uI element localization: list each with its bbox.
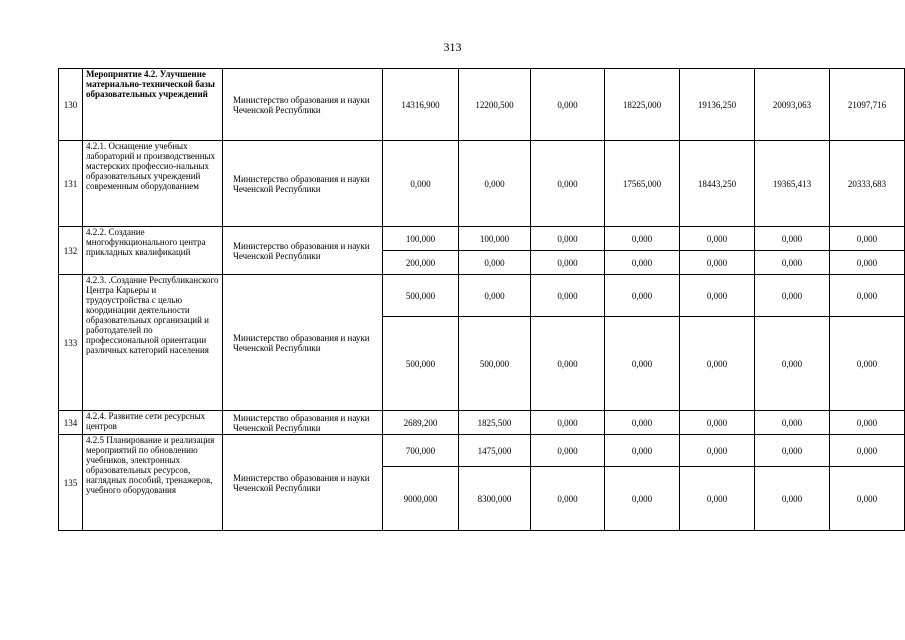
responsible-org: Министерство образования и науки Чеченской Республики bbox=[223, 435, 383, 531]
amount-cell: 0,000 bbox=[830, 227, 905, 251]
amount-cell: 0,000 bbox=[605, 227, 680, 251]
amount-cell: 0,000 bbox=[459, 275, 531, 317]
amount-cell: 0,000 bbox=[531, 141, 605, 227]
amount-cell: 19136,250 bbox=[680, 69, 755, 141]
budget-table bbox=[58, 68, 905, 531]
amount-cell: 0,000 bbox=[531, 467, 605, 531]
amount-cell: 0,000 bbox=[531, 317, 605, 411]
amount-cell: 0,000 bbox=[605, 251, 680, 275]
amount-cell: 100,000 bbox=[459, 227, 531, 251]
amount-cell: 0,000 bbox=[680, 467, 755, 531]
amount-cell: 0,000 bbox=[383, 141, 459, 227]
table-row bbox=[59, 141, 905, 227]
table-row bbox=[59, 227, 905, 251]
amount-cell: 0,000 bbox=[605, 317, 680, 411]
activity-name: 4.2.1. Оснащение учебных лабораторий и производственных мастерских профессио-нальных образовательных учреждений современным оборудованием bbox=[83, 141, 223, 227]
amount-cell: 0,000 bbox=[680, 317, 755, 411]
amount-cell: 0,000 bbox=[680, 411, 755, 435]
amount-cell: 8300,000 bbox=[459, 467, 531, 531]
amount-cell: 0,000 bbox=[531, 275, 605, 317]
activity-name: 4.2.3. .Создание Республиканского Центра Карьеры и трудоустройства с целью координации деятельности образовательных организаций и работодателей по профессиональной ориентации различных категорий населения bbox=[83, 275, 223, 411]
amount-cell: 0,000 bbox=[531, 435, 605, 467]
amount-cell: 1825,500 bbox=[459, 411, 531, 435]
amount-cell: 0,000 bbox=[755, 275, 830, 317]
amount-cell: 700,000 bbox=[383, 435, 459, 467]
amount-cell: 1475,000 bbox=[459, 435, 531, 467]
row-number: 131 bbox=[59, 141, 83, 227]
page-number: 313 bbox=[443, 40, 462, 54]
amount-cell: 14316,900 bbox=[383, 69, 459, 141]
amount-cell: 500,000 bbox=[459, 317, 531, 411]
amount-cell: 0,000 bbox=[830, 435, 905, 467]
row-number: 134 bbox=[59, 411, 83, 435]
amount-cell: 0,000 bbox=[605, 435, 680, 467]
amount-cell: 0,000 bbox=[680, 227, 755, 251]
amount-cell: 0,000 bbox=[830, 411, 905, 435]
table-row bbox=[59, 411, 905, 435]
amount-cell: 0,000 bbox=[755, 435, 830, 467]
amount-cell: 9000,000 bbox=[383, 467, 459, 531]
amount-cell: 21097,716 bbox=[830, 69, 905, 141]
responsible-org: Министерство образования и науки Чеченской Республики bbox=[223, 227, 383, 275]
amount-cell: 0,000 bbox=[755, 411, 830, 435]
amount-cell: 0,000 bbox=[459, 251, 531, 275]
amount-cell: 0,000 bbox=[755, 467, 830, 531]
amount-cell: 18443,250 bbox=[680, 141, 755, 227]
activity-name: 4.2.5 Планирование и реализация мероприятий по обновлению учебников, электронных образовательных ресурсов, наглядных пособий, тренажеров, учебного оборудования bbox=[83, 435, 223, 531]
amount-cell: 20333,683 bbox=[830, 141, 905, 227]
amount-cell: 0,000 bbox=[755, 251, 830, 275]
amount-cell: 0,000 bbox=[680, 435, 755, 467]
responsible-org: Министерство образования и науки Чеченской Республики bbox=[223, 411, 383, 435]
table-row bbox=[59, 275, 905, 317]
responsible-org: Министерство образования и науки Чеченской Республики bbox=[223, 141, 383, 227]
amount-cell: 0,000 bbox=[680, 251, 755, 275]
row-number: 130 bbox=[59, 69, 83, 141]
amount-cell: 0,000 bbox=[830, 251, 905, 275]
amount-cell: 0,000 bbox=[531, 227, 605, 251]
amount-cell: 0,000 bbox=[531, 69, 605, 141]
amount-cell: 0,000 bbox=[830, 275, 905, 317]
amount-cell: 100,000 bbox=[383, 227, 459, 251]
row-number: 132 bbox=[59, 227, 83, 275]
activity-name: 4.2.2. Создание многофункционального центра прикладных квалификаций bbox=[83, 227, 223, 275]
amount-cell: 0,000 bbox=[605, 275, 680, 317]
amount-cell: 200,000 bbox=[383, 251, 459, 275]
amount-cell: 0,000 bbox=[830, 467, 905, 531]
amount-cell: 0,000 bbox=[531, 251, 605, 275]
amount-cell: 0,000 bbox=[605, 467, 680, 531]
activity-name: Мероприятие 4.2. Улучшение материально-технической базы образовательных учреждений bbox=[83, 69, 223, 141]
amount-cell: 0,000 bbox=[755, 227, 830, 251]
responsible-org: Министерство образования и науки Чеченской Республики bbox=[223, 69, 383, 141]
amount-cell: 2689,200 bbox=[383, 411, 459, 435]
amount-cell: 19365,413 bbox=[755, 141, 830, 227]
amount-cell: 17565,000 bbox=[605, 141, 680, 227]
amount-cell: 500,000 bbox=[383, 317, 459, 411]
row-number: 133 bbox=[59, 275, 83, 411]
amount-cell: 0,000 bbox=[755, 317, 830, 411]
table-row bbox=[59, 435, 905, 467]
amount-cell: 20093,063 bbox=[755, 69, 830, 141]
responsible-org: Министерство образования и науки Чеченской Республики bbox=[223, 275, 383, 411]
table-row bbox=[59, 69, 905, 141]
row-number: 135 bbox=[59, 435, 83, 531]
amount-cell: 12200,500 bbox=[459, 69, 531, 141]
amount-cell: 0,000 bbox=[531, 411, 605, 435]
amount-cell: 0,000 bbox=[605, 411, 680, 435]
amount-cell: 0,000 bbox=[680, 275, 755, 317]
activity-name: 4.2.4. Развитие сети ресурсных центров bbox=[83, 411, 223, 435]
amount-cell: 500,000 bbox=[383, 275, 459, 317]
amount-cell: 0,000 bbox=[830, 317, 905, 411]
amount-cell: 0,000 bbox=[459, 141, 531, 227]
amount-cell: 18225,000 bbox=[605, 69, 680, 141]
